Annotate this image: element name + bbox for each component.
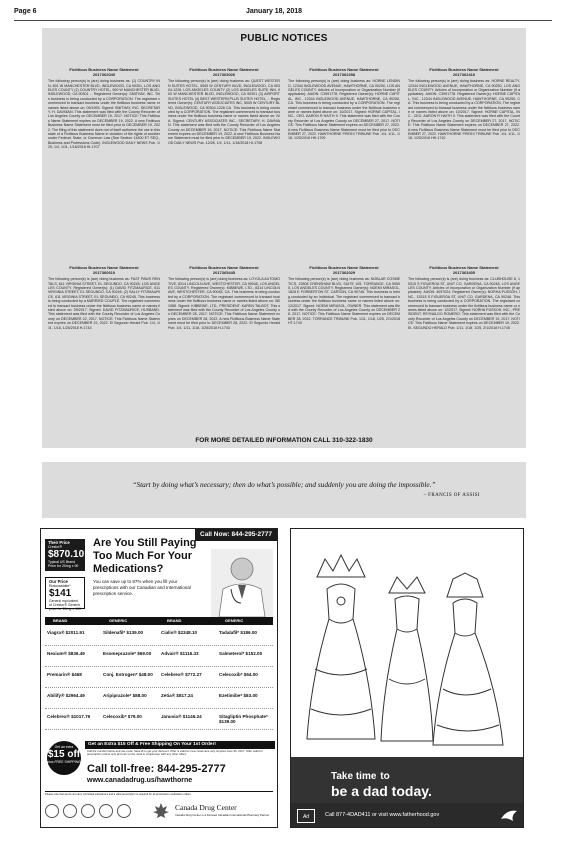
ad-headline: Are You Still Paying Too Much For Your Medications? xyxy=(93,537,197,575)
notice-title: Fictitious Business Name Statement xyxy=(309,67,379,72)
notice-body: The following person(s) is (are) doing business as: QUEST WESTERN SUITES HOTEL, 5005 W CENTURY BLVD, INGLEWOOD, CA 90304-1226, LOS ANGELES COUNTY (2) LOS ANGELES SUITE INN, 900 W MANCHESTER BLVD, INGLEWOOD, CA 90301 (3) AIRPORT SUITES HOTEL (4) BEST WESTERN PLUS SUITES HOTEL ... Registered Owner(s): CENTURY ASSOCIATES INC, 5005 W CENTURY BLVD, INGLEWOOD, CA 90304-1226 CA. This business is being conducted by a CORPORATION. The registrant commenced to transact business under the fictitious business name or names listed above on: N/A. Signed: CENTURY ASSOCIATES INC., SECRETARY, H. DAVNIAN. This statement was filed with the County Recorder of Los Angeles County on DECEMBER 19, 2017. NOTICE: This Fictitious Name Statement expires on DECEMBER 19, 2022. A new Fictitious Business Name Statement must be filed prior to DECEMBER 19, 2022. INGLEWOOD DAILY NEWS Pub. 12/28, 1/4, 1/11, 1/18/2018 HI-1708 xyxy=(168,79,280,145)
ad-disclaimer: Please note that we do not carry controlled substances and a valid prescription is required for all prescription medication orders. xyxy=(45,791,273,796)
fatherhood-banner xyxy=(291,757,524,828)
price-box-head: Our Price xyxy=(49,579,68,584)
table-cell: Conj. Estrogen* $48.00 xyxy=(103,672,153,677)
table-cell: Sitagliptin Phosphate* $139.00 xyxy=(219,714,268,724)
notice-body: The following person(s) is (are) doing business as: LOYOLA AUTOMOTIVE, 8314 LINCOLN AVE, WESTCHESTER, CA 90045, LOS ANGELES COUNTY. Registered Owner(s): KIBBEWE, LTD., 8314 LINCOLN AVE, WESTCHESTER, CA 90045, CA. This business is being conducted by a CORPORATION. The registrant commenced to transact business under the fictitious business name or names listed above on: 08/1988. Signed: KIBBEWE, LTD., PRESIDENT, KAREN TALBOT. This statement was filed with the County Recorder of Los Angeles County on DECEMBER 28, 2017. NOTICE: This Fictitious Name Statement expires on DECEMBER 28, 2022. A new Fictitious Business Name Statement must be filed prior to DECEMBER 28, 2022. El Segundo Herald Pub. 1/4, 1/11, 1/18, 1/25/2018 H-1743 xyxy=(168,277,280,330)
badge-amount: $15 off xyxy=(47,749,81,760)
table-cell: Salmeterol* $152.00 xyxy=(219,651,263,656)
notice-number: 2017360610 xyxy=(92,269,116,275)
table-cell: Advair® $1116.33 xyxy=(161,651,199,656)
notice-body: The following person(s) is (are) doing business as: NOBLAR COSMETICS, 22808 CRENSHAW BLVD, SUITE 105, TORRANCE, CA 90505, LOS ANGELES COUNTY. Registered Owner(s): NOEMI MIRASOL, 1828 E FORBERTON ST, CARSON, CA 90746. This business is being conducted by an Individual. The registrant commenced to transact business under the fictitious business name or names listed above on: 12/2017. Signed: NOEMI MIRASOL, OWNER. This statement was filed with the County Recorder of Los Angeles County on DECEMBER 28, 2017. NOTICE: This Fictitious Name Statement expires on DECEMBER 28, 2022. TORRANCE TRIBUNE Pub. 1/11, 1/18, 1/25, 2/1/2018 HT-1744 xyxy=(288,277,400,326)
column-header: GENERIC xyxy=(109,618,128,623)
notice-number: 2017363026 xyxy=(212,71,236,77)
fatherhood-call-bar xyxy=(291,803,524,828)
table-row xyxy=(45,689,273,709)
ad-council-logo: Ad xyxy=(297,809,315,823)
table-cell: Tadalafil* $186.00 xyxy=(219,630,257,635)
fatherhood-call-text[interactable]: Call 877-4DAD411 or visit www.fatherhood.gov xyxy=(325,812,440,818)
badge-bottom: plus FREE SHIPPING xyxy=(47,760,81,764)
notice-title: Fictitious Business Name Statement xyxy=(309,265,379,270)
quote-author: – FRANCIS OF ASSISI xyxy=(423,493,480,498)
notice-item xyxy=(288,68,400,141)
price-box-note: Generic equivalent of Crestor® Generic price for 20mg x 100 xyxy=(49,599,81,611)
headline-line1: Take time xyxy=(331,771,377,782)
seal-icon xyxy=(99,804,113,818)
notice-item xyxy=(48,68,160,150)
company-subtitle: Canada Drug Center is a licensed Canadian International Pharmacy Partner xyxy=(175,813,270,817)
table-row xyxy=(45,647,273,667)
notice-number: 2017362258 xyxy=(332,71,356,77)
table-cell: Aripiprazole* $88.00 xyxy=(103,693,147,698)
quote-text: “Start by doing what’s necessary; then do what’s possible; and suddenly you are doing the impossible.” xyxy=(132,480,436,489)
column-header: BRAND xyxy=(167,618,182,623)
certification-seals xyxy=(45,801,145,821)
price-box-note: Typical US Brand Price for 20mg x 90 xyxy=(48,560,79,568)
company-name: Canada Drug Center xyxy=(175,803,237,812)
header-rule xyxy=(14,20,552,21)
notice-title: Fictitious Business Name Statement xyxy=(429,67,499,72)
headline-line3: be a dad today. xyxy=(331,783,432,799)
notices-footer: FOR MORE DETAILED INFORMATION CALL 310-322-1830 xyxy=(195,437,373,444)
table-cell: Abilify® $2964.49 xyxy=(47,693,85,698)
notice-title: Fictitious Business Name Statement xyxy=(189,265,259,270)
table-cell: Esomeprazole* $69.00 xyxy=(103,651,152,656)
notice-number: 2017363405 xyxy=(452,269,476,275)
offer-fine-print: Call the number below and use code: Save15 to get your discount. Offer is valid for new customers only. Expires June 30, 2017. Offer valid for prescription orders only and can not be used in conjunction with any other offers. xyxy=(87,749,263,757)
notice-item xyxy=(48,266,160,330)
hhs-eagle-icon xyxy=(499,807,519,825)
quote-band xyxy=(42,462,526,518)
coloring-dresses-illustration xyxy=(297,549,519,753)
notice-number: 2017365445 xyxy=(212,269,236,275)
table-row xyxy=(45,668,273,688)
table-cell: Ezetimibe* $83.00 xyxy=(219,693,258,698)
doctor-illustration xyxy=(211,549,273,617)
our-price-box xyxy=(45,577,85,609)
offer-band: Get an Extra $15 Off & Free Shipping On Your 1st Order! xyxy=(85,741,275,749)
price-table xyxy=(45,617,273,737)
discount-badge xyxy=(47,741,81,775)
headline-line2: to xyxy=(380,771,390,782)
notice-number: 2017362029 xyxy=(332,269,356,275)
notice-grid xyxy=(48,48,520,428)
maple-leaf-icon xyxy=(151,802,171,820)
seal-icon xyxy=(45,804,59,818)
notice-body: The following person(s) is (are) doing business as: (1) COUNTRY INN, 801 W MANCHESTER BLVD, INGLEWOOD, CA 90301, LOS ANGELES COUNTY (2) COUNTRY HOTEL, 900 W MANCHESTER BLVD, INGLEWOOD, CA 90301 ... Registered Owner(s): SMITHAY, INC. This business is being conducted by a CORPORATION. The registrant commenced to transact business under the fictitious business name or names listed above on: 09/1993. Signed: SMITHAY, INC. SECRETARY, H. DAVNIAN. This statement was filed with the County Recorder of Los Angeles County on DECEMBER 19, 2017. NOTICE: This Fictitious Name Statement expires on DECEMBER 19, 2022. A new Fictitious Business Name Statement must be filed prior to DECEMBER 19, 2022. The filing of this statement does not of itself authorize the use in this state of a Fictitious Business Name in violation of the rights of another under Federal, State, or Common Law (See Section 14400 ET SEQ., Business and Professions Code). INGLEWOOD DAILY NEWS Pub. 1/25, 1/4, 1/11, 1/18/2018 HI-1707 xyxy=(48,79,161,150)
price-box-drug: Rosuvastatin* xyxy=(49,584,71,588)
table-cell: Cialis® $2348.10 xyxy=(161,630,198,635)
section-title: PUBLIC NOTICES xyxy=(240,33,328,44)
notice-title: Fictitious Business Name Statement xyxy=(429,265,499,270)
notice-body: The following person(s) is (are) doing business as: FAST PAWS RENTALS, 611 VIRGINIA STREET, EL SEGUNDO, CA 90245, LOS ANGELES COUNTY. Registered Owner(s): (1) DAVID FITZMAURICE, 611 VIRGINIA STREET, EL SEGUNDO, CA 90245. (2) SALLY FITZMAURICE, 611 VIRGINIA STREET, EL SEGUNDO, CA 90245. This business is being conducted by a MARRIED COUPLE. The registrant commenced to transact business under the fictitious business name or names listed above on: 09/2017. Signed: DAVID FITZMAURICE, HUSBAND. This statement was filed with the County Recorder of Los Angeles County on DECEMBER 22, 2017. NOTICE: This Fictitious Name Statement expires on DECEMBER 22, 2022. El Segundo Herald Pub. 1/4, 1/11, 1/18, 1/25/2018 H-1743 xyxy=(48,277,160,330)
notice-item xyxy=(168,266,280,330)
table-cell: Januvia® $1146.24 xyxy=(161,714,202,719)
notice-item xyxy=(408,266,520,330)
their-price-box xyxy=(45,539,85,571)
table-cell: Celebrex® $772.27 xyxy=(161,672,202,677)
price-box-price: $141 xyxy=(49,588,72,599)
page-number: Page 6 xyxy=(14,8,37,15)
notice-title: Fictitious Business Name Statement xyxy=(189,67,259,72)
notice-title: Fictitious Business Name Statement xyxy=(69,265,139,270)
notice-body: The following person(s) is (are) doing business as: HORNE REALTY, 12344 INGLEWOOD AVENUE, HAWTHORNE, CA 90250, LOS ANGELES COUNTY. Articles of Incorporation or Organization Number (if applicable): AI#ON: C3991778. Registered Owner(s): HORNE CAPITAL, INC., 12344 INGLEWOOD AVENUE, HAWTHORNE, CA 90250, CA. This business is being conducted by a CORPORATION. The registrant commenced to transact business under the fictitious business name or names listed above on: 10/2017. Signed: HORNE CAPITAL, INC., CEO, AARON R HAITH II. This statement was filed with the County Recorder of Los Angeles County on DECEMBER 27, 2017. NOTICE: This Fictitious Name Statement expires on DECEMBER 27, 2022. A new Fictitious Business Name Statement must be filed prior to DECEMBER 27, 2022. HAWTHORNE PRESS TRIBUNE Pub. 1/4, 1/11, 1/18, 1/25/2018 HH-1710 xyxy=(408,79,520,141)
fatherhood-ad[interactable] xyxy=(290,528,524,828)
table-cell: Celebrex® $1017.76 xyxy=(47,714,91,719)
column-header: GENERIC xyxy=(225,618,244,623)
price-box-price: $870.10 xyxy=(48,549,85,560)
table-row xyxy=(45,710,273,730)
toll-free-number[interactable]: Call toll-free: 844-295-2777 xyxy=(87,763,226,775)
seal-icon xyxy=(117,804,131,818)
price-box-head: Their Price xyxy=(48,540,70,545)
notice-number: 2017362410 xyxy=(452,71,476,77)
public-notices-section xyxy=(42,28,526,448)
notice-body: The following person(s) is (are) doing business as: CLUBHOUSE 8, 15315 S FIGUEROA ST, UNIT CO, GARDENA, CA 90248, LOS ANGELES COUNTY. Articles of Incorporation or Organization Number (if applicable): AI#ON: 4097024. Registered Owner(s): NORHA PUSSOH, INC., 15315 S FIGUEROA ST, UNIT CO, GARDENA, CA 90248. This business is being conducted by a CORPORATION. The registrant commenced to transact business under the fictitious business name or names listed above on: 12/2017. Signed: NORHA PUSSOH, INC., PRESIDENT, REYNALDO ROMERO. This statement was filed with the County Recorder of Los Angeles County on DECEMBER 19, 2017. NOTICE: This Fictitious Name Statement expires on DECEMBER 19, 2022. EL SEGUNDO HERALD Pub. 1/11, 1/18, 1/25, 2/1/2018 H-1745 xyxy=(408,277,520,330)
ad-savings-text: You can save up to 97% when you fill your prescriptions with our Canadian and International prescription service. xyxy=(93,579,191,596)
column-header: BRAND xyxy=(53,618,68,623)
table-cell: Nexium® $836.49 xyxy=(47,651,85,656)
notice-item xyxy=(168,68,280,145)
seal-icon xyxy=(81,804,95,818)
notice-number: 2017362040 xyxy=(92,71,116,77)
ad-url-link[interactable]: www.canadadrug.us/hawthorne xyxy=(87,777,193,784)
price-table-header xyxy=(45,617,273,625)
table-cell: Premarin® $468 xyxy=(47,672,82,677)
canada-drug-ad[interactable] xyxy=(40,528,278,828)
notice-item xyxy=(288,266,400,326)
fatherhood-headline xyxy=(331,767,432,798)
table-cell: Zetia® $817.24 xyxy=(161,693,193,698)
notice-body: The following person(s) is (are) doing business as: HORNE LENDING, 12344 INGLEWOOD AVENUE, HAWTHORNE, CA 90250, LOS ANGELES COUNTY. Articles of Incorporation or Organization Number (if applicable): AI#ON: C3991778. Registered Owner(s): HORNE CAPITAL, INC., 12344 INGLEWOOD AVENUE, HAWTHORNE, CA 90250, CA. This business is being conducted by a CORPORATION. The registrant commenced to transact business under the fictitious business name or names listed above on: 10/2017. Signed: HORNE CAPITAL, INC., CEO, AARON R HAITH II. This statement was filed with the County Recorder of Los Angeles County on DECEMBER 27, 2017. NOTICE: This Fictitious Name Statement expires on DECEMBER 27, 2022. A new Fictitious Business Name Statement must be filed prior to DECEMBER 27, 2022. HAWTHORNE PRESS TRIBUNE Pub. 1/4, 1/11, 1/18, 1/25/2018 HH-1709 xyxy=(288,79,400,141)
table-cell: Celecoxib* $79.00 xyxy=(103,714,142,719)
badge-top: Get an extra xyxy=(54,745,74,749)
company-logo xyxy=(147,801,273,821)
issue-date: January 18, 2018 xyxy=(246,8,303,15)
table-cell: Sildenafil* $139.00 xyxy=(103,630,144,635)
table-row xyxy=(45,626,273,646)
seal-icon xyxy=(63,804,77,818)
price-box-drug: Crestor® xyxy=(48,545,63,549)
table-cell: Celecoxib* $64.00 xyxy=(219,672,258,677)
call-now-banner[interactable]: Call Now: 844-295-2777 xyxy=(195,529,277,541)
notice-title: Fictitious Business Name Statement xyxy=(69,67,139,72)
table-cell: Viagra® $2011.91 xyxy=(47,630,85,635)
notice-item xyxy=(408,68,520,141)
